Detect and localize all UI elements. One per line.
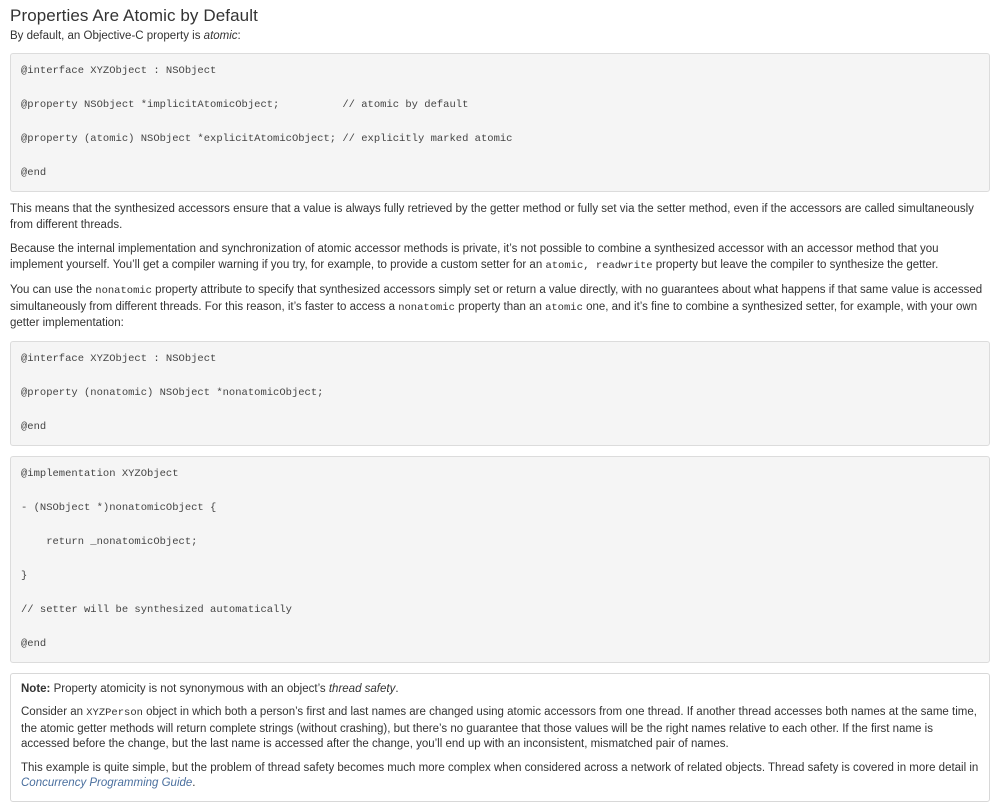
page-title: Properties Are Atomic by Default (10, 6, 258, 25)
paragraph-text: You can use the (10, 284, 96, 296)
code-line (21, 517, 979, 534)
code-line: // setter will be synthesized automatically (21, 603, 292, 616)
code-line (21, 585, 979, 602)
code-line: } (21, 569, 28, 582)
note-tail-text-end: . (192, 777, 196, 789)
code-line (21, 80, 979, 97)
code-line: @implementation XYZObject (21, 467, 179, 480)
code-block-nonatomic-implementation (10, 456, 990, 663)
code-block-atomic-properties (10, 53, 990, 192)
intro-emphasis: atomic (203, 30, 238, 42)
code-line: - (NSObject *)nonatomicObject { (21, 501, 217, 514)
intro-text-prefix: By default, an Objective-C property is (10, 30, 204, 42)
code-line: @end (21, 167, 47, 179)
intro-text-suffix: : (237, 30, 241, 42)
code-line (21, 551, 979, 568)
intro-paragraph (10, 29, 990, 44)
paragraph-nonatomic-usage (10, 283, 990, 332)
code-line (21, 483, 979, 500)
note-lead-text: Property atomicity is not synonymous with an object’s (50, 682, 329, 695)
paragraph-text: property attribute to specify that synthesized accessors simply set or return a value directly, with no guarantees about what happens if that same value is accessed simultaneously from different threads. For this reason, it’s faster to access a (10, 284, 983, 313)
code-line (21, 368, 979, 385)
paragraph-text: one, and it’s fine to combine a synthesized setter, for example, with your own getter implementation: (10, 300, 978, 329)
note-tail-text: This example is quite simple, but the problem of thread safety becomes much more complex when considered across a network of related objects. Thread safety is covered in more detail in (21, 761, 979, 774)
code-line: @property (atomic) NSObject *explicitAtomicObject; // explicitly marked atomic (21, 133, 513, 145)
note-body (21, 705, 979, 753)
note-label: Note: (21, 682, 51, 695)
note-lead (21, 682, 979, 698)
paragraph-synthesized-accessors: This means that the synthesized accessors ensure that a value is always fully retrieved by the getter method or fully set via the setter method, even if the accessors are called simultaneously from different threads. (10, 203, 974, 231)
note-body-text-end: object in which both a person’s first and last names are changed using atomic accessors from one thread. If another thread accesses both names at the same time, the atomic getter methods will return complete strings (without crashing), but there’s no guarantee that those values will be the right names relative to each other. If the first name is accessed before the change, but the last name is accessed after the change, you’ll end up with an inconsistent, mismatched pair of names. (21, 706, 977, 750)
paragraph-text: Because the internal implementation and synchronization of atomic accessor methods is private, it’s not possible to combine a synthesized accessor with an accessor method that you implement yourself. You’ll get a compiler warning if you try, for example, to provide a custom setter for an (10, 243, 939, 271)
code-line: @property NSObject *implicitAtomicObject; // atomic by default (21, 99, 469, 111)
inline-code-xyzperson: XYZPerson (86, 707, 143, 719)
code-line: @interface XYZObject : NSObject (21, 65, 217, 77)
code-line (21, 619, 979, 636)
note-body-text: Consider an (21, 706, 87, 718)
concurrency-programming-guide-link[interactable]: Concurrency Programming Guide (21, 777, 193, 789)
inline-code-atomic: atomic (545, 301, 583, 314)
code-line: @interface XYZObject : NSObject (21, 352, 217, 365)
paragraph-internal-implementation (10, 242, 990, 274)
note-lead-emphasis: thread safety (328, 682, 396, 695)
code-line (21, 148, 979, 165)
code-block-nonatomic-interface (10, 341, 990, 446)
paragraph-text: property than an (454, 300, 546, 313)
paragraph-text: property but leave the compiler to synthesize the getter. (652, 258, 939, 271)
note-tail (21, 761, 979, 792)
code-line: @property (nonatomic) NSObject *nonatomicObject; (21, 386, 324, 399)
code-line: return _nonatomicObject; (21, 535, 198, 548)
inline-code-atomic-readwrite: atomic, readwrite (545, 259, 653, 272)
note-callout (10, 673, 990, 802)
inline-code-nonatomic: nonatomic (95, 285, 152, 297)
note-lead-text-end: . (395, 682, 399, 695)
code-line (21, 114, 979, 131)
code-line: @end (21, 637, 47, 650)
inline-code-nonatomic-2: nonatomic (398, 301, 455, 314)
code-line: @end (21, 420, 47, 433)
code-line (21, 402, 979, 419)
